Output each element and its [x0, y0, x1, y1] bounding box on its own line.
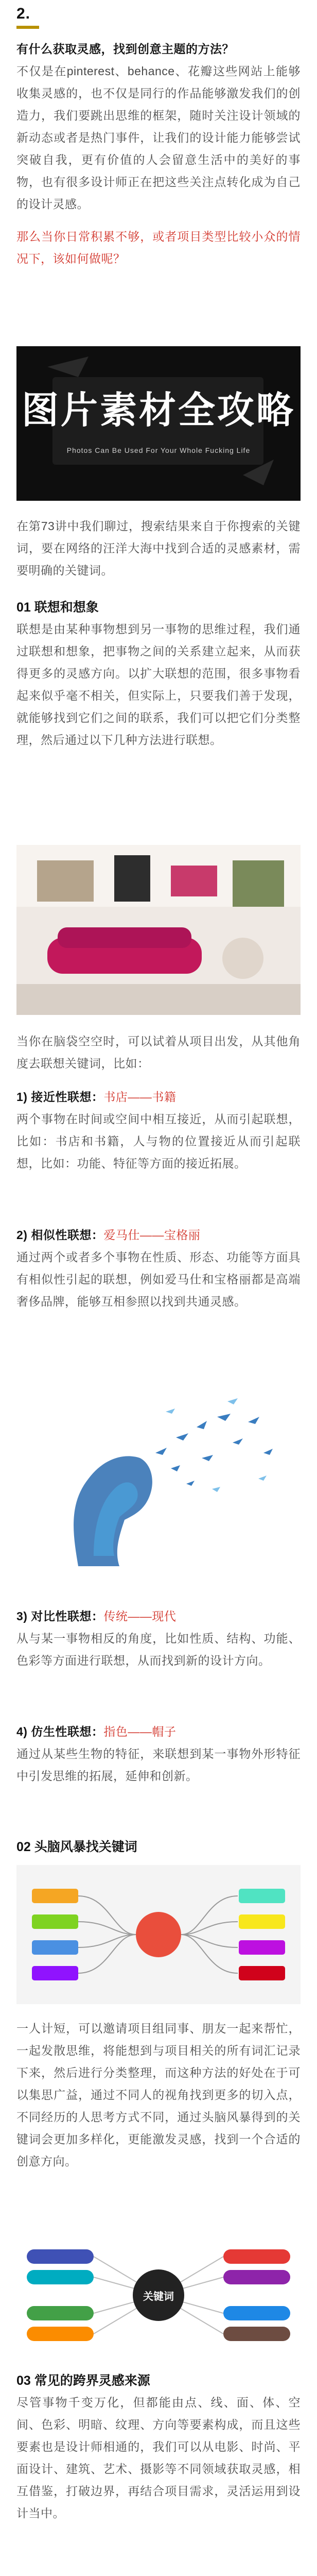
type-4 [16, 1721, 301, 1787]
section-01-body: 联想是由某种事物想到另一事物的思维过程，我们通过联想和想象，把事物之间的关系建立起来，从而获得更多的灵感方向。以扩大联想的范围，很多事物看起来似乎毫不相关，但实际上，只要我们善于发现，就能够找到它们之间的联系，我们可以把它们分类整理，然后通过以下几种方法进行联想。 [16, 622, 301, 747]
interior-graphic [16, 845, 301, 1015]
section-03 [16, 2370, 301, 2524]
type-2-example: 爱马仕——宝格丽 [103, 1228, 201, 1242]
interior-photo [16, 845, 301, 1015]
birds-head-image [16, 1381, 301, 1587]
type-4-title: 4) 仿生性联想： [16, 1725, 104, 1738]
mindmap-image-1 [16, 1865, 301, 2004]
para-four-types: 当你在脑袋空空时，可以试着从项目出发，从其他角度去联想关键词，比如： [16, 1035, 301, 1070]
section-underline [16, 26, 39, 29]
type-1-title: 1) 接近性联想： [16, 1090, 104, 1104]
intro-paragraph-2: 那么当你日常积累不够，或者项目类型比较小众的情况下，该如何做呢？ [16, 230, 301, 265]
section-02 [16, 1836, 301, 1858]
type-1 [16, 1086, 301, 1175]
section-header [16, 5, 301, 29]
section-02-body: 一人计短，可以邀请项目组同事、朋友一起来帮忙，一起发散思维，将能想到与项目相关的所有词汇记录下来，然后进行分类整理，而这种方法的好处在于可以集思广益，通过不同人的视角找到更多的切入点，不同经历的人思考方式不同，通过头脑风暴得到的关键词会更加多样化，更能激发灵感，找到一个合适的创意方向。 [16, 2022, 301, 2168]
type-2 [16, 1224, 301, 1313]
mindmap-center-node: 关键词 [133, 2269, 184, 2321]
type-4-example: 指色——帽子 [103, 1725, 177, 1738]
mindmap-image-2 [16, 2236, 301, 2354]
section-02-title: 02 头脑风暴找关键词 [16, 1840, 137, 1854]
type-3-title: 3) 对比性联想： [16, 1609, 104, 1623]
section-03-body: 尽管事物千变万化，但都能由点、线、面、体、空间、色彩、明暗、纹理、方向等要素构成，而且这些要素也是设计师相通的，我们可以从电影、时尚、平面设计、建筑、艺术、摄影等不同领域获取灵感，相互借鉴，打破边界，再结合项目需求，灵活运用到设计当中。 [16, 2396, 301, 2520]
type-2-title: 2) 相似性联想： [16, 1228, 104, 1242]
intro-paragraph-1: 不仅是在pinterest、behance、花瓣这些网站上能够收集灵感的，也不仅是同行的作品能够激发我们的创造力，我们要跳出思维的框架，随时关注设计领域的新动态或者是热门事件，让我们的设计能力能够尝试突破自我，更有价值的人会留意生活中的美好的事物，也有很多设计师正在把这些关注点转化成为自己的设计灵感。 [16, 64, 301, 211]
intro-block [16, 38, 301, 270]
birds-head-graphic [16, 1381, 301, 1587]
section-number: 2. [16, 5, 31, 22]
type-1-body: 两个事物在时间或空间中相互接近，从而引起联想，比如：书店和书籍，人与物的位置接近从而引起联想，比如：功能、特征等方面的接近拓展。 [16, 1112, 301, 1170]
intro-question: 有什么获取灵感，找到创意主题的方法？ [16, 42, 234, 56]
type-3-body: 从与某一事物相反的角度，比如性质、结构、功能、色彩等方面进行联想，从而找到新的设计方向。 [16, 1632, 301, 1667]
banner-title: 图片素材全攻略 [21, 388, 295, 432]
mindmap-graphic-1 [16, 1865, 301, 2004]
section-01 [16, 597, 301, 751]
type-3-example: 传统——现代 [103, 1609, 177, 1623]
type-4-body: 通过从某些生物的特征，来联想到某一事物外形特征中引发思维的拓展，延伸和创新。 [16, 1747, 301, 1783]
type-2-body: 通过两个或者多个事物在性质、形态、功能等方面具有相似性引起的联想，例如爱马仕和宝格丽都是高端奢侈品牌，能够互相参照以找到共通灵感。 [16, 1250, 301, 1308]
type-1-example: 书店——书籍 [103, 1090, 177, 1104]
para-after-banner: 在第73讲中我们聊过，搜索结果来自于你搜索的关键词，要在网络的汪洋大海中找到合适的灵感素材，需要明确的关键词。 [16, 519, 301, 577]
banner-image [16, 346, 301, 501]
section-03-title: 03 常见的跨界灵感来源 [16, 2374, 150, 2388]
type-3 [16, 1605, 301, 1672]
banner-subtitle: Photos Can Be Used For Your Whole Fucking Life [66, 446, 251, 454]
section-01-title: 01 联想和想象 [16, 600, 99, 615]
